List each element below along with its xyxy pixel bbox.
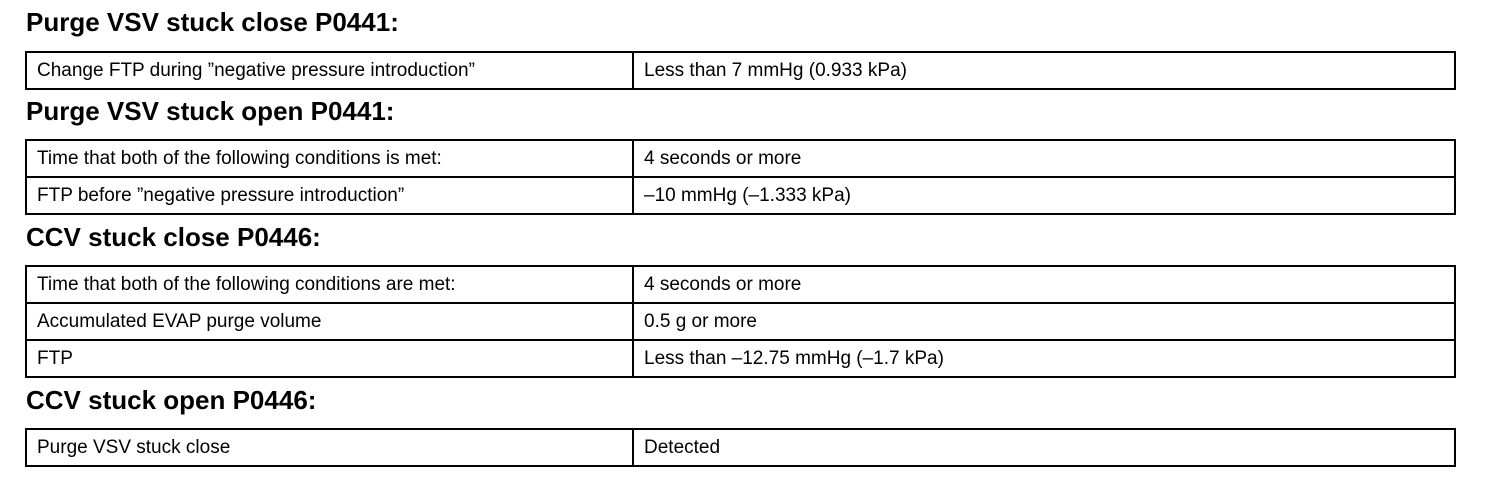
condition-value: Less than –12.75 mmHg (–1.7 kPa) <box>633 340 1455 377</box>
table-row <box>26 303 1455 340</box>
conditions-table-purge-vsv-stuck-open <box>25 139 1456 215</box>
table-row <box>26 266 1455 303</box>
section-heading-ccv-stuck-close: CCV stuck close P0446: <box>26 222 321 252</box>
section-heading-purge-vsv-stuck-close: Purge VSV stuck close P0441: <box>26 7 399 37</box>
table-row <box>26 429 1455 466</box>
condition-label: Accumulated EVAP purge volume <box>26 303 633 340</box>
table-row <box>26 140 1455 177</box>
condition-label: Time that both of the following conditions are met: <box>26 266 633 303</box>
condition-value: 0.5 g or more <box>633 303 1455 340</box>
condition-value: –10 mmHg (–1.333 kPa) <box>633 177 1455 214</box>
condition-label: Purge VSV stuck close <box>26 429 633 466</box>
condition-label: FTP <box>26 340 633 377</box>
condition-value: 4 seconds or more <box>633 140 1455 177</box>
table-row <box>26 52 1455 89</box>
condition-label: FTP before ”negative pressure introduction” <box>26 177 633 214</box>
table-row <box>26 177 1455 214</box>
condition-value: 4 seconds or more <box>633 266 1455 303</box>
conditions-table-ccv-stuck-open <box>25 428 1456 467</box>
condition-value: Less than 7 mmHg (0.933 kPa) <box>633 52 1455 89</box>
section-heading-ccv-stuck-open: CCV stuck open P0446: <box>26 385 317 415</box>
condition-label: Time that both of the following conditions is met: <box>26 140 633 177</box>
table-row <box>26 340 1455 377</box>
conditions-table-purge-vsv-stuck-close <box>25 51 1456 90</box>
condition-label: Change FTP during ”negative pressure introduction” <box>26 52 633 89</box>
section-heading-purge-vsv-stuck-open: Purge VSV stuck open P0441: <box>26 96 395 126</box>
conditions-table-ccv-stuck-close <box>25 265 1456 378</box>
condition-value: Detected <box>633 429 1455 466</box>
